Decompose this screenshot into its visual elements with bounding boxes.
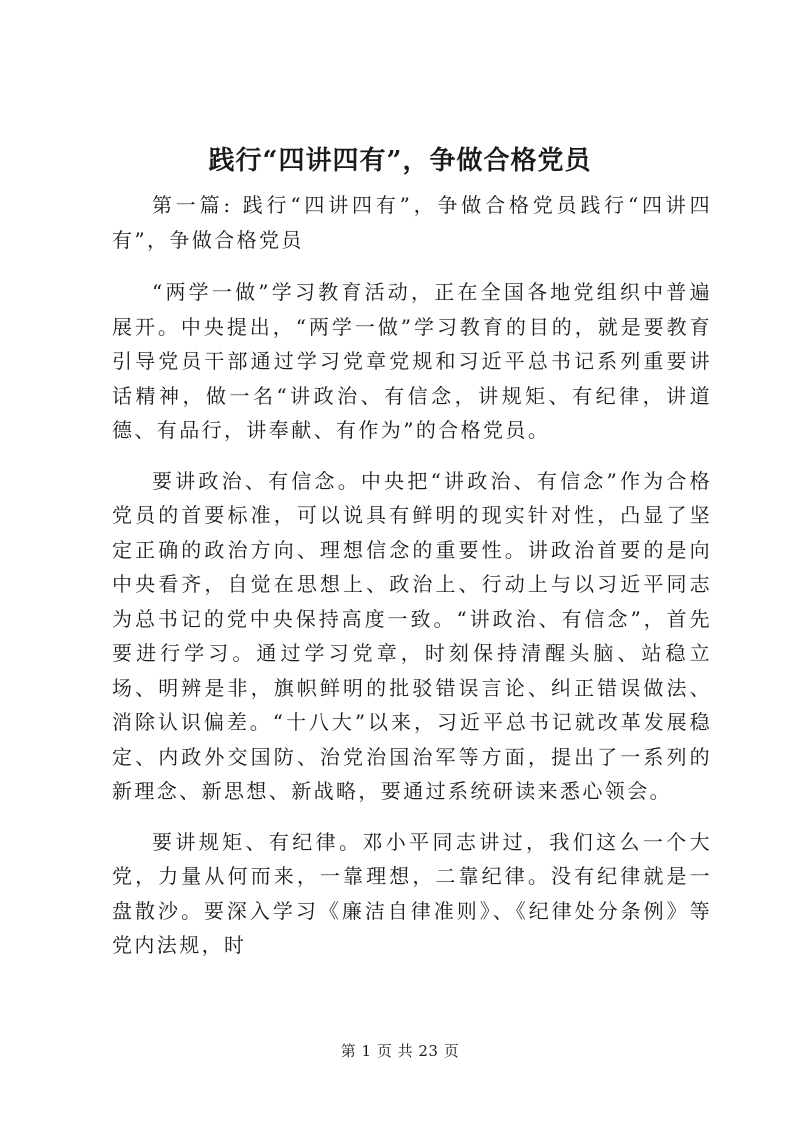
document-title: 践行“四讲四有”，争做合格党员 <box>208 146 592 176</box>
paragraph-rules: 要讲规矩、有纪律。邓小平同志讲过，我们这么一个大党，力量从何而来，一靠理想，二靠纪律。没有纪律就是一盘散沙。要深入学习《廉洁自律准则》、《纪律处分条例》等党内法规，时 <box>112 829 712 957</box>
paragraph-politics: 要讲政治、有信念。中央把“讲政治、有信念”作为合格党员的首要标准，可以说具有鲜明的现实针对性，凸显了坚定正确的政治方向、理想信念的重要性。讲政治首要的是向中央看齐，自觉在思想上、政治上、行动上与以习近平同志为总书记的党中央保持高度一致。“讲政治、有信念”，首先要进行学习。通过学习党章，时刻保持清醒头脑、站稳立场、明辨是非，旗帜鲜明的批驳错误言论、纠正错误做法、消除认识偏差。“十八大”以来，习近平总书记就改革发展稳定、内政外交国防、治党治国治军等方面，提出了一系列的新理念、新思想、新战略，要通过系统研读来悉心领会。 <box>112 468 712 803</box>
paragraph-heading: 第一篇: 践行“四讲四有”，争做合格党员践行“四讲四有”，争做合格党员 <box>112 193 712 252</box>
page-number: 第 1 页 共 23 页 <box>340 1042 460 1060</box>
document-body <box>112 188 712 973</box>
paragraph-intro: “两学一做”学习教育活动，正在全国各地党组织中普遍展开。中央提出，“两学一做”学习教育的目的，就是要教育引导党员干部通过学习党章党规和习近平总书记系列重要讲话精神，做一名“讲政治、有信念，讲规矩、有纪律，讲道德、有品行，讲奉献、有作为”的合格党员。 <box>112 280 712 442</box>
